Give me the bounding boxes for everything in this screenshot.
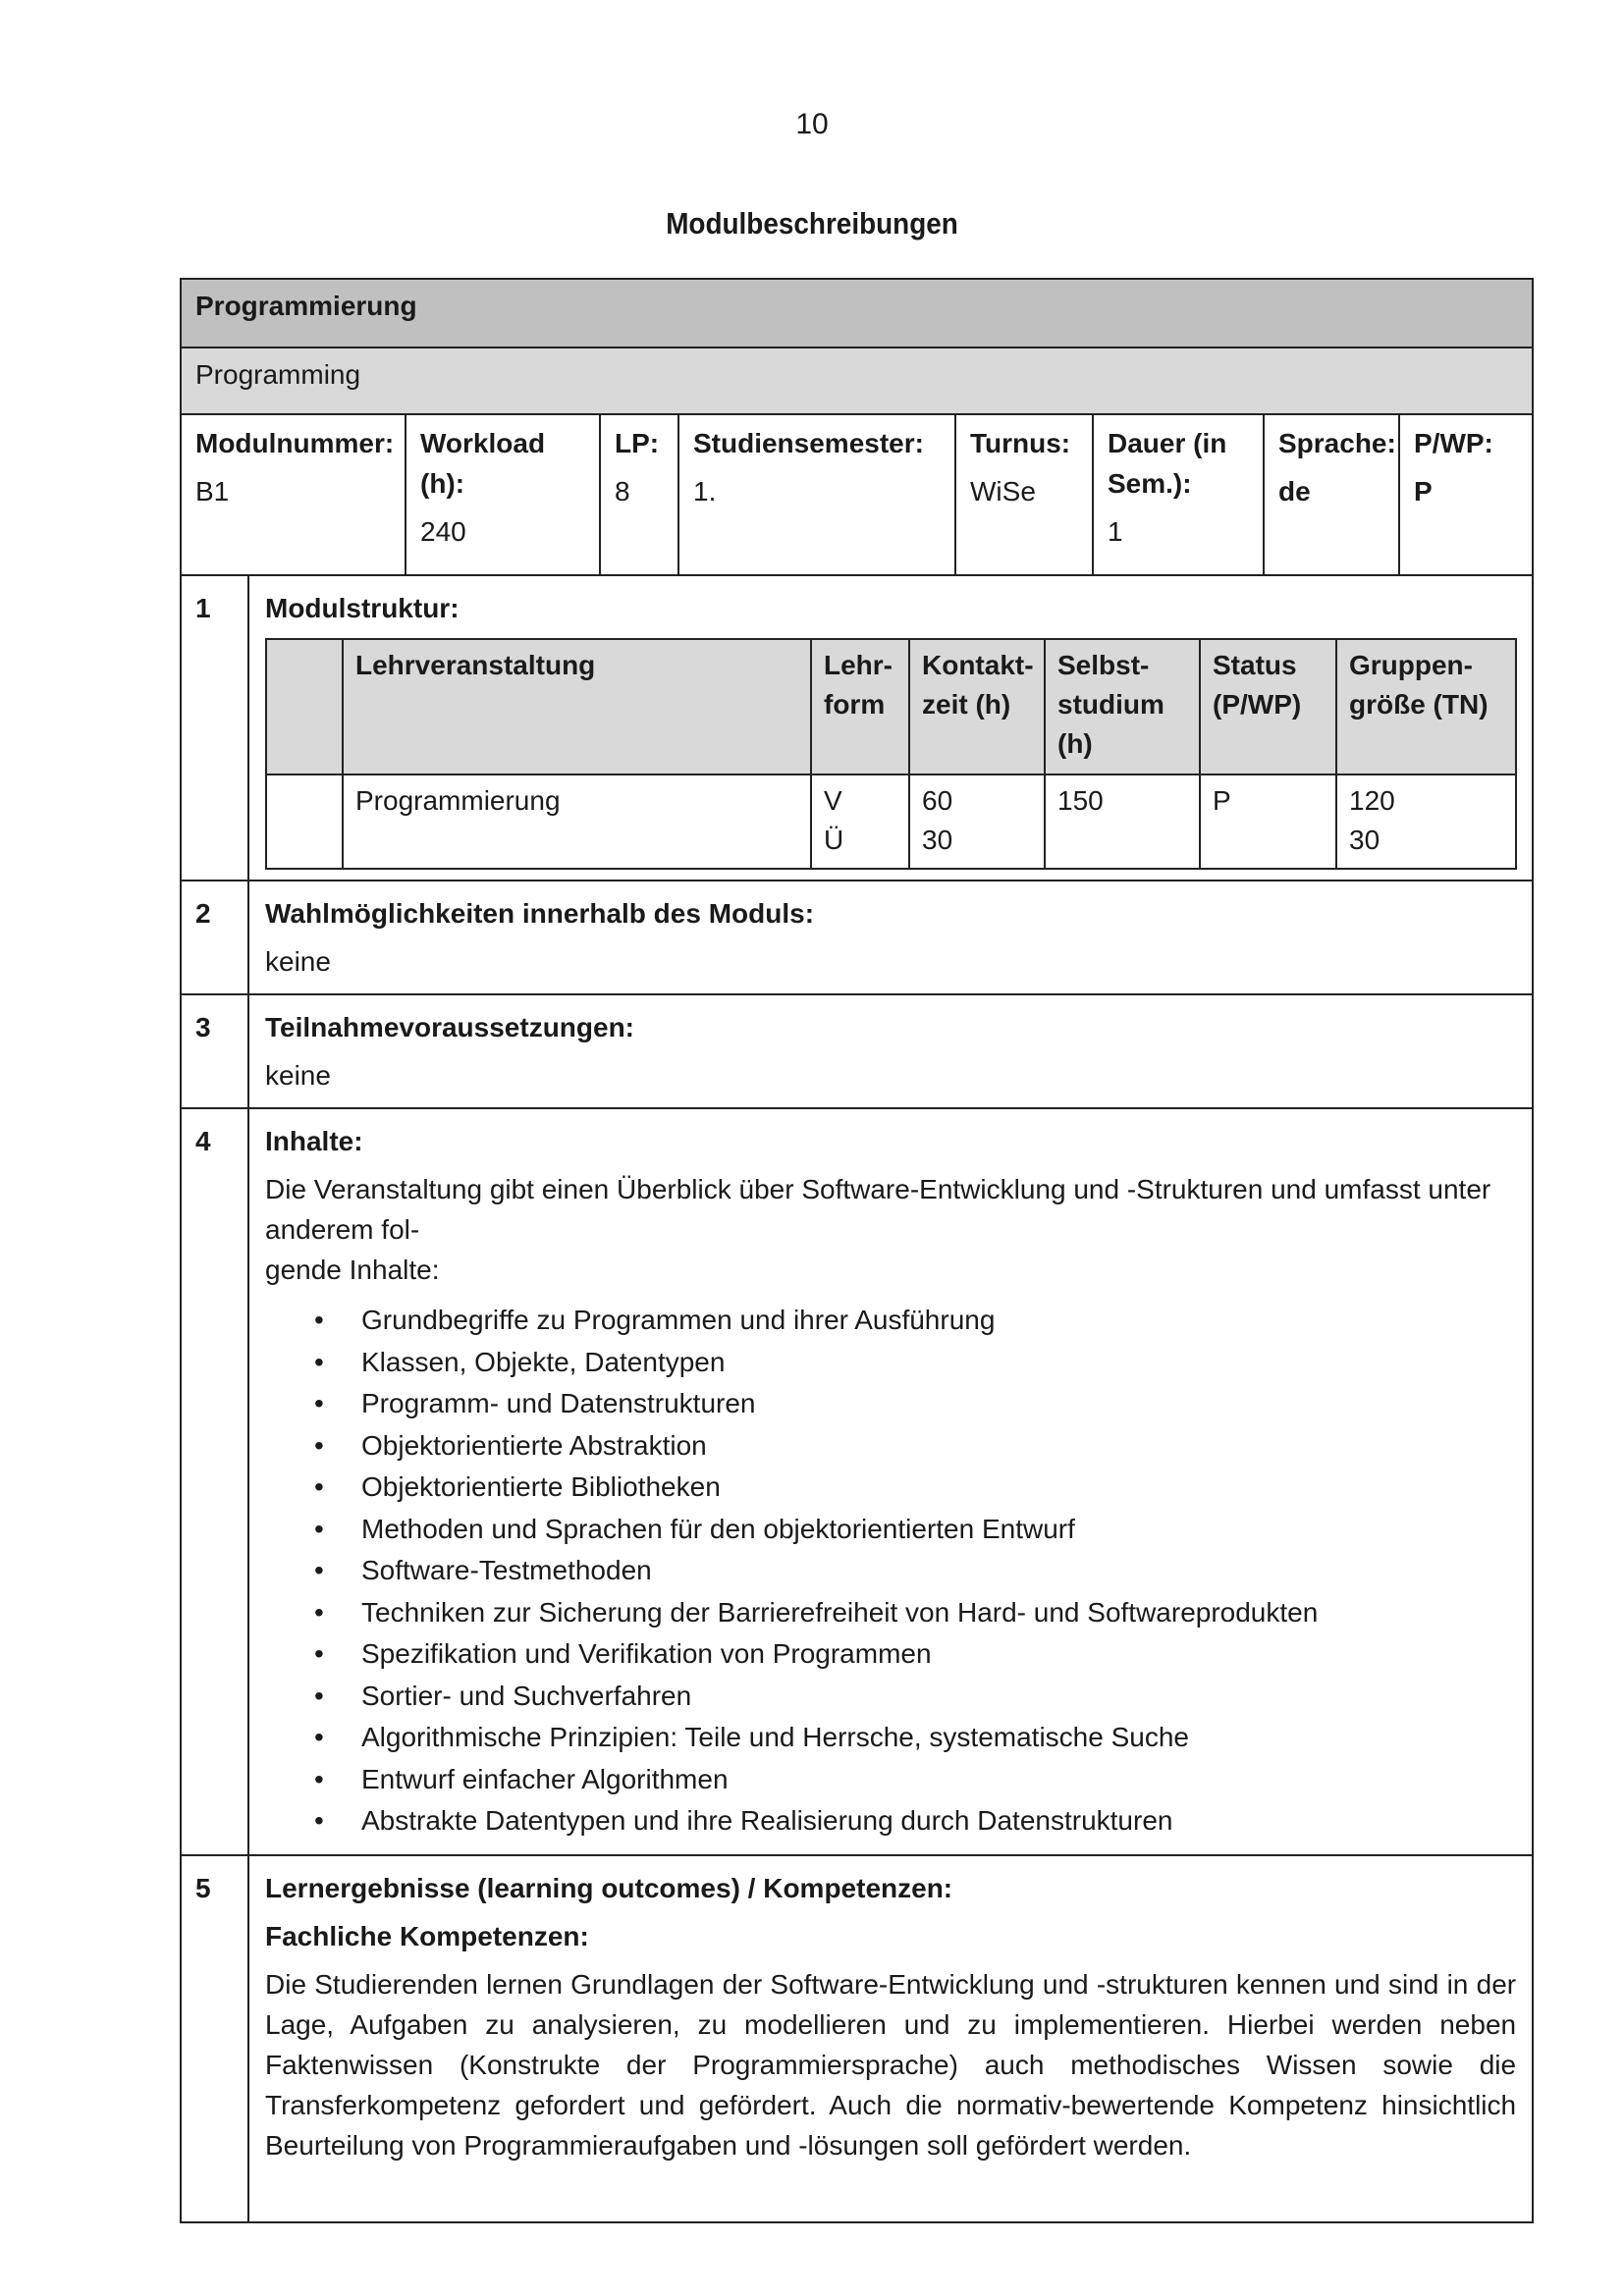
list-item bbox=[265, 1467, 1516, 1509]
meta-duration bbox=[1093, 414, 1264, 575]
section-intro: Die Veranstaltung gibt einen Überblick über Software-Entwicklung und -Strukturen und umfasst unter anderem fol- gende Inhalte: bbox=[265, 1174, 1491, 1285]
list-item-text: Objektorientierte Abstraktion bbox=[361, 1429, 707, 1461]
section-heading: Lernergebnisse (learning outcomes) / Kompetenzen: bbox=[265, 1872, 953, 1903]
section-heading: Wahlmöglichkeiten innerhalb des Moduls: bbox=[265, 898, 815, 929]
bullet-icon: • bbox=[314, 1555, 324, 1585]
section-heading: Teilnahmevoraussetzungen: bbox=[265, 1012, 635, 1042]
header-contact-time: Kontakt- zeit (h) bbox=[909, 639, 1045, 774]
meta-label: Sprache: bbox=[1278, 428, 1396, 458]
list-item bbox=[265, 1550, 1516, 1592]
meta-label: P/WP: bbox=[1414, 428, 1493, 458]
meta-module-number bbox=[181, 414, 406, 575]
section-3 bbox=[181, 994, 1533, 1108]
cell-group-size: 120 30 bbox=[1336, 774, 1516, 869]
list-item bbox=[265, 1717, 1516, 1759]
meta-value: de bbox=[1278, 476, 1311, 507]
list-item-text: Software-Testmethoden bbox=[361, 1555, 652, 1585]
section-text: keine bbox=[265, 1060, 331, 1091]
section-5 bbox=[181, 1855, 1533, 2222]
cell-status: P bbox=[1200, 774, 1336, 869]
meta-value: P bbox=[1414, 476, 1433, 507]
bullet-icon: • bbox=[314, 1346, 324, 1377]
list-item bbox=[265, 1383, 1516, 1425]
meta-label: Sem.): bbox=[1108, 468, 1192, 499]
header-self-study: Selbst- studium (h) bbox=[1045, 639, 1200, 774]
cell-contact-time: 60 30 bbox=[909, 774, 1045, 869]
meta-semester bbox=[678, 414, 955, 575]
bullet-icon: • bbox=[314, 1596, 324, 1628]
meta-language bbox=[1264, 414, 1399, 575]
header-status: Status (P/WP) bbox=[1200, 639, 1336, 774]
page-heading: Modulbeschreibungen bbox=[666, 206, 958, 240]
meta-label: Turnus: bbox=[970, 428, 1071, 458]
meta-workload bbox=[406, 414, 600, 575]
bullet-icon: • bbox=[314, 1805, 324, 1836]
section-heading: Modulstruktur: bbox=[265, 593, 460, 623]
section-number: 5 bbox=[181, 1855, 248, 2222]
module-title: Programmierung bbox=[181, 279, 1533, 347]
header-course: Lehrveranstaltung bbox=[343, 639, 811, 774]
meta-label: Dauer (in bbox=[1108, 428, 1227, 458]
section-number: 4 bbox=[181, 1108, 248, 1855]
list-item-text: Methoden und Sprachen für den objektorientierten Entwurf bbox=[361, 1513, 1075, 1544]
meta-value: 240 bbox=[420, 516, 466, 547]
list-item-text: Objektorientierte Bibliotheken bbox=[361, 1471, 721, 1502]
content-list bbox=[265, 1300, 1516, 1842]
list-item-text: Spezifikation und Verifikation von Programmen bbox=[361, 1638, 932, 1669]
meta-turnus bbox=[955, 414, 1093, 575]
meta-label: Modulnummer: bbox=[195, 428, 395, 458]
page-number: 10 bbox=[795, 108, 829, 140]
list-item bbox=[265, 1425, 1516, 1468]
section-text: Die Studierenden lernen Grundlagen der Software-Entwicklung und -strukturen kennen und sind in der Lage, Aufgaben zu analysieren, zu modellieren und zu implementieren. Hierbei werden neben Faktenwissen (Konstrukte der Programmiersprache) auch methodisches Wissen sowie die Transferkompetenz gefordert und gefördert. Auch die normativ-bewertende Kompetenz hinsichtlich Beurteilung von Programmieraufgaben und -lösungen soll gefördert werden. bbox=[265, 1968, 1517, 2161]
cell-course: Programmierung bbox=[343, 774, 811, 869]
list-item bbox=[265, 1800, 1516, 1842]
list-item bbox=[265, 1633, 1516, 1676]
section-number: 2 bbox=[181, 881, 248, 994]
section-number: 3 bbox=[181, 994, 248, 1108]
bullet-icon: • bbox=[314, 1305, 324, 1335]
module-structure-table bbox=[265, 638, 1517, 870]
list-item-text: Grundbegriffe zu Programmen und ihrer Ausführung bbox=[361, 1305, 996, 1335]
structure-header-row bbox=[266, 639, 1516, 774]
section-2 bbox=[181, 881, 1533, 994]
list-item-text: Programm- und Datenstrukturen bbox=[361, 1388, 756, 1418]
table-row bbox=[266, 774, 1516, 869]
bullet-icon: • bbox=[314, 1722, 324, 1752]
meta-label: LP: bbox=[615, 428, 660, 458]
meta-value: B1 bbox=[195, 476, 230, 507]
section-text: keine bbox=[265, 946, 331, 977]
header-group-size: Gruppen- größe (TN) bbox=[1336, 639, 1516, 774]
list-item-text: Klassen, Objekte, Datentypen bbox=[361, 1346, 726, 1377]
meta-value: 1. bbox=[693, 476, 717, 507]
bullet-icon: • bbox=[314, 1513, 324, 1544]
module-table bbox=[180, 278, 1534, 2223]
meta-label: Studiensemester: bbox=[693, 428, 924, 458]
cell-form: V Ü bbox=[811, 774, 909, 869]
bullet-icon: • bbox=[314, 1471, 324, 1502]
meta-label: Workload (h): bbox=[420, 428, 546, 499]
list-item-text: Sortier- und Suchverfahren bbox=[361, 1680, 692, 1711]
list-item bbox=[265, 1759, 1516, 1801]
list-item bbox=[265, 1676, 1516, 1718]
meta-value: 8 bbox=[615, 476, 630, 507]
section-subheading: Fachliche Kompetenzen: bbox=[265, 1920, 589, 1951]
list-item bbox=[265, 1509, 1516, 1551]
list-item bbox=[265, 1342, 1516, 1384]
section-1 bbox=[181, 575, 1533, 881]
meta-value: 1 bbox=[1108, 516, 1123, 547]
list-item-text: Entwurf einfacher Algorithmen bbox=[361, 1763, 729, 1794]
bullet-icon: • bbox=[314, 1680, 324, 1711]
list-item-text: Abstrakte Datentypen und ihre Realisierung durch Datenstrukturen bbox=[361, 1805, 1173, 1836]
list-item bbox=[265, 1300, 1516, 1342]
bullet-icon: • bbox=[314, 1638, 324, 1669]
meta-value: WiSe bbox=[970, 476, 1036, 507]
bullet-icon: • bbox=[314, 1429, 324, 1461]
meta-lp bbox=[600, 414, 678, 575]
header-form: Lehr- form bbox=[811, 639, 909, 774]
section-number: 1 bbox=[181, 575, 248, 881]
list-item-text: Algorithmische Prinzipien: Teile und Herrsche, systematische Suche bbox=[361, 1722, 1189, 1752]
section-4 bbox=[181, 1108, 1533, 1855]
list-item-text: Techniken zur Sicherung der Barrierefreiheit von Hard- und Softwareprodukten bbox=[361, 1596, 1319, 1628]
bullet-icon: • bbox=[314, 1388, 324, 1418]
section-heading: Inhalte: bbox=[265, 1126, 363, 1156]
meta-pwp bbox=[1399, 414, 1533, 575]
bullet-icon: • bbox=[314, 1763, 324, 1794]
list-item bbox=[265, 1592, 1516, 1634]
cell-self-study: 150 bbox=[1045, 774, 1200, 869]
module-meta-row bbox=[181, 414, 1533, 575]
module-subtitle: Programming bbox=[181, 347, 1533, 414]
